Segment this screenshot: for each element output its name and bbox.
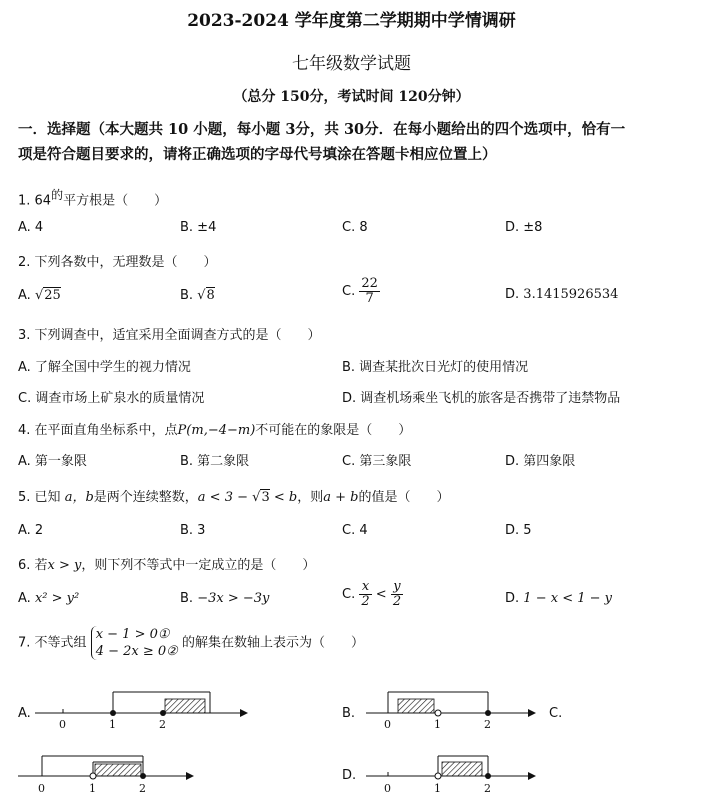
q5-stem-d: 的值是（ ） [358, 490, 450, 505]
q5-stem-b: 是两个连续整数， [93, 490, 198, 505]
q3-option-b: B. 调查某批次日光灯的使用情况 [342, 360, 529, 375]
q4-option-a: A. 第一象限 [18, 454, 87, 469]
tick-label-2: 2 [484, 718, 491, 731]
solid-dot-2 [160, 710, 166, 716]
tick-label-1: 1 [109, 718, 116, 731]
q1-option-b: B. ±4 [180, 220, 217, 235]
q1-stem-de: 的 [51, 188, 64, 202]
tick-label-0: 0 [38, 782, 45, 795]
q1-option-d: D. ±8 [505, 220, 543, 235]
q5-option-b: B. 3 [180, 523, 206, 538]
q6-stem-b: ，则下列不等式中一定成立的是（ ） [81, 558, 316, 573]
q6-d-label: D. [505, 591, 520, 606]
section-heading-line1: 一．选择题（本大题共 10 小题，每小题 3分，共 30分．在每小题给出的四个选项中，恰有一 [18, 121, 626, 138]
q3-option-a: A. 了解全国中学生的视力情况 [18, 360, 191, 375]
q5-sum: a + b [323, 490, 359, 505]
q5-option-c: C. 4 [342, 523, 368, 538]
q7-option-c-label: C. [549, 706, 563, 721]
tick-label-0: 0 [384, 718, 391, 731]
q2-c-numerator: 22 [361, 276, 378, 291]
q2-c-label: C. [342, 284, 356, 299]
q4-point-expr: P(m,−4−m) [177, 423, 256, 438]
hatched-box [398, 699, 434, 713]
q6-c-x: x [359, 580, 371, 595]
open-dot [90, 773, 96, 779]
q2-d-value: 3.1415926534 [523, 287, 619, 302]
axis-arrow [528, 709, 536, 717]
axis-arrow [240, 709, 248, 717]
q5-option-d: D. 5 [505, 523, 532, 538]
exam-title: 2023-2024 学年度第二学期期中学情调研 [187, 11, 516, 31]
tick-label-0: 0 [384, 782, 391, 795]
q6-d-expr: 1 − x < 1 − y [523, 591, 612, 606]
q3-option-d: D. 调查机场乘坐飞机的旅客是否携带了违禁物品 [342, 391, 621, 406]
q5-ineq-b: < b [273, 490, 298, 505]
q6-c-op: < [375, 587, 387, 602]
q4-option-c: C. 第三象限 [342, 454, 412, 469]
q6-stem-a: 6. 若 [18, 558, 48, 573]
q2-b-radicand: 8 [206, 288, 215, 303]
q7-number-line-c [18, 756, 194, 795]
q4-stem-a: 4. 在平面直角坐标系中，点 [18, 423, 178, 438]
tick-label-0: 0 [59, 718, 66, 731]
q6-c-label: C. [342, 587, 356, 602]
q5-stem-a: 5. 已知 [18, 490, 61, 505]
q7-number-line-d [366, 756, 536, 795]
q7-number-line-a [35, 692, 248, 731]
open-dot [435, 710, 441, 716]
tick-label-1: 1 [434, 782, 441, 795]
q7-eq1: x − 1 > 0① [95, 627, 170, 642]
q5-ab: a，b [64, 490, 94, 505]
q6-c-den2: 2 [392, 594, 402, 609]
q2-b-label: B. [180, 288, 194, 303]
q7-stem-a: 7. 不等式组 [18, 635, 87, 651]
q7-option-a-label: A. [18, 706, 31, 721]
q1-option-c: C. 8 [342, 220, 368, 235]
q6-b-label: B. [180, 591, 194, 606]
q7-number-line-b [366, 692, 536, 731]
q1-stem-number: 1. 64 [18, 193, 52, 209]
q1-stem-text: 平方根是（ ） [63, 193, 168, 209]
q3-option-c: C. 调查市场上矿泉水的质量情况 [18, 391, 205, 406]
hatched-box [442, 762, 482, 776]
q2-option-b: B. √8 [180, 288, 215, 303]
q6-c-y: y [391, 580, 403, 595]
q6-condition: x > y [47, 558, 82, 573]
question-2: 2. 下列各数中，无理数是（ ） [18, 255, 217, 270]
q6-a-label: A. [18, 591, 31, 606]
exam-meta: （总分 150分，考试时间 120分钟） [233, 89, 470, 105]
q2-c-denominator: 7 [365, 291, 374, 306]
q4-stem-b: 不可能在的象限是（ ） [255, 423, 412, 438]
q2-a-label: A. [18, 288, 31, 303]
q4-option-b: B. 第二象限 [180, 454, 250, 469]
q6-b-expr: −3x > −3y [197, 591, 270, 606]
question-5: 5. 已知 a，b是两个连续整数，a < 3 − √3 < b，则a + b的值是（ ） [18, 490, 450, 505]
q4-option-d: D. 第四象限 [505, 454, 576, 469]
q5-stem-c: ，则 [297, 490, 324, 505]
q1-option-a: A. 4 [18, 220, 44, 235]
tick-label-2: 2 [159, 718, 166, 731]
q7-option-b-label: B. [342, 706, 356, 721]
axis-arrow [528, 772, 536, 780]
tick-label-1: 1 [434, 718, 441, 731]
hatched-box [95, 764, 141, 776]
axis-arrow [186, 772, 194, 780]
q6-a-expr: x² > y² [34, 591, 80, 606]
tick-label-2: 2 [484, 782, 491, 795]
solid-dot [485, 710, 491, 716]
exam-subtitle: 七年级数学试题 [292, 54, 411, 74]
q7-eq2: 4 − 2x ≥ 0② [95, 644, 178, 659]
hatched-box [165, 699, 205, 713]
q6-c-den1: 2 [361, 594, 370, 609]
tick-label-1: 1 [89, 782, 96, 795]
q2-option-a: A. √25 [18, 288, 61, 303]
q5-ineq-a: a < 3 − [197, 490, 248, 505]
solid-dot [485, 773, 491, 779]
q7-option-d-label: D. [342, 768, 357, 783]
tick-label-2: 2 [139, 782, 146, 795]
open-dot [435, 773, 441, 779]
q2-a-radicand: 25 [44, 288, 61, 303]
q5-option-a: A. 2 [18, 523, 44, 538]
q5-ineq-radicand: 3 [261, 490, 270, 505]
q7-stem-b: 的解集在数轴上表示为（ ） [181, 635, 364, 651]
q2-d-label: D. [505, 287, 520, 302]
solid-dot [140, 773, 146, 779]
question-3: 3. 下列调查中，适宜采用全面调查方式的是（ ） [18, 328, 321, 343]
section-heading-line2: 项是符合题目要求的，请将正确选项的字母代号填涂在答题卡相应位置上） [18, 146, 497, 163]
